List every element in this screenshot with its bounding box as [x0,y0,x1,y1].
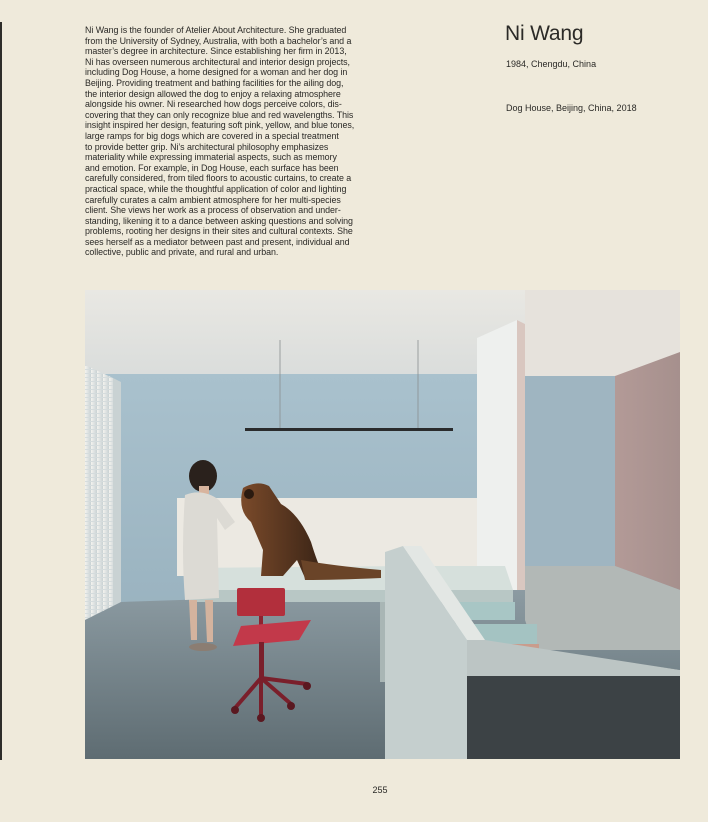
bio-line: standing, likening it to a dance between asking questions and solving [85,215,353,226]
bio-line: including Dog House, a home designed for a woman and her dog in [85,67,348,78]
bio-line: practical space, while the thoughtful application of color and lighting [85,183,347,194]
page-number: 255 [372,785,388,795]
project-caption: Dog House, Beijing, China, 2018 [506,103,637,113]
bio-line: to provide better grip. Ni’s architectural philosophy emphasizes [85,141,329,152]
bio-line: large ramps for big dogs which are covered in a special treatment [85,130,339,141]
bio-line: and emotion. For example, in Dog House, each surface has been [85,162,339,173]
biography-text [85,25,390,258]
bio-line: Ni has overseen numerous architectural and interior design projects, [85,56,350,67]
bio-line: problems, rooting her designs in their sites and cultural contexts. She [85,226,353,237]
bio-line: alongside his owner. Ni researched how dogs perceive colors, dis- [85,99,342,110]
bio-line: the interior design allowed the dog to enjoy a relaxing atmosphere [85,88,341,99]
bio-line: client. She views her work as a process of observation and under- [85,205,341,216]
interior-photo [85,290,680,759]
bio-line: covering that they can only recognize blue and red wavelengths. This [85,109,354,120]
bio-line: Ni Wang is the founder of Atelier About Architecture. She graduated [85,25,347,35]
bio-line: materiality while expressing immaterial aspects, such as memory [85,152,337,163]
bio-line: collective, public and private, and rural and urban. [85,247,279,258]
bio-line: Beijing. Providing treatment and bathing facilities for the ailing dog, [85,77,344,88]
page-edge-rule [0,22,2,760]
bio-line: master’s degree in architecture. Since establishing her firm in 2013, [85,46,347,57]
birth-info: 1984, Chengdu, China [506,59,597,69]
bio-line: carefully curates a calm ambient atmosphere for her multi-species [85,194,341,205]
architect-name: Ni Wang [505,22,584,45]
bio-line: sees herself as a mediator between past and present, individual and [85,236,350,247]
bio-line: carefully considered, from tiled floors to acoustic curtains, to create a [85,173,352,184]
bio-line: from the University of Sydney, Australia, with both a bachelor’s and a [85,35,352,46]
bio-line: insight inspired her design, featuring soft pink, yellow, and blue tones, [85,120,355,131]
